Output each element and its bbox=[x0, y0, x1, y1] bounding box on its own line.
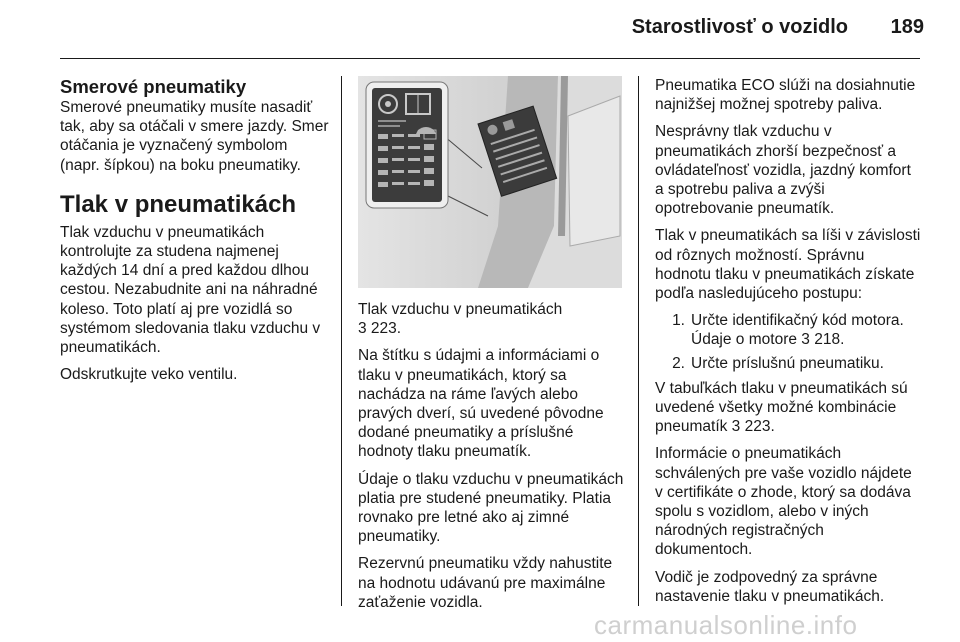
column-left bbox=[60, 76, 330, 392]
paragraph: Na štítku s údajmi a informáciami o tlaku v pneumatikách, ktorý sa nachádza na ráme ľavých alebo pravých dverí, sú uvedené pôvodne dodané pneumatiky a príslušné hodnoty tlaku pneumatík. bbox=[358, 347, 604, 461]
list-item bbox=[655, 354, 923, 373]
numbered-list bbox=[655, 311, 923, 373]
figure-caption bbox=[358, 300, 626, 338]
list-text: Určte identifikačný kód motora. Údaje o motore 3 218. bbox=[691, 312, 904, 349]
paragraph: Tlak vzduchu v pneumatikách kontrolujte za studena najmenej každých 14 dní a pred každou dlhou cestou. Nezabudnite ani na náhradné koleso. Toto platí aj pre vozidlá so systémom sledovania tlaku vzduchu v pneumatikách. bbox=[60, 223, 321, 357]
paragraph: Rezervnú pneumatiku vždy nahustite na hodnotu udávanú pre maximálne zaťaženie vozidla. bbox=[358, 555, 613, 611]
list-text: Určte príslušnú pneumatiku. bbox=[691, 354, 884, 372]
caption-text: Tlak vzduchu v pneumatikách bbox=[358, 301, 563, 318]
column-divider bbox=[341, 76, 342, 606]
paragraph: Tlak v pneumatikách sa líši v závislosti od rôznych možností. Správnu hodnotu tlaku v pneumatikách získate podľa nasledujúceho postupu: bbox=[655, 227, 921, 303]
page-number: 189 bbox=[890, 16, 924, 38]
column-divider bbox=[638, 76, 639, 606]
paragraph: Pneumatika ECO slúži na dosiahnutie najnižšej možnej spotreby paliva. bbox=[655, 77, 916, 114]
column-right bbox=[655, 76, 923, 614]
paragraph: Údaje o tlaku vzduchu v pneumatikách platia pre studené pneumatiky. Platia rovnako pre letné ako aj zimné pneumatiky. bbox=[358, 470, 624, 546]
paragraph: V tabuľkách tlaku v pneumatikách sú uvedené všetky možné kombinácie pneumatík 3 223. bbox=[655, 379, 908, 436]
paragraph: Informácie o pneumatikách schválených pre vaše vozidlo nájdete v certifikáte o zhode, ktorý sa dodáva spolu s vozidlom, alebo v iných národných registračných dokumentoch. bbox=[655, 445, 912, 559]
running-header-title: Starostlivosť o vozidlo bbox=[631, 16, 848, 38]
list-number: 1. bbox=[672, 312, 685, 330]
column-middle bbox=[358, 300, 626, 620]
list-item bbox=[655, 311, 923, 349]
paragraph: Nesprávny tlak vzduchu v pneumatikách zhorší bezpečnosť a ovládateľnosť vozidla, jazdný komfort a spotrebu paliva a zvýši opotrebovanie pneumatík. bbox=[655, 123, 911, 218]
list-number: 2. bbox=[672, 354, 685, 372]
heading-tyre-pressure: Tlak v pneumatikách bbox=[60, 190, 297, 218]
watermark: carmanualsonline.info bbox=[594, 610, 858, 640]
paragraph: Smerové pneumatiky musíte nasadiť tak, aby sa otáčali v smere jazdy. Smer otáčania je vyznačený symbolom (napr. šípkou) na boku pneumatiky. bbox=[60, 99, 329, 174]
paragraph: Odskrutkujte veko ventilu. bbox=[60, 366, 238, 384]
tyre-pressure-label-figure bbox=[358, 76, 622, 288]
header-rule bbox=[60, 58, 920, 59]
paragraph: Vodič je zodpovedný za správne nastavenie tlaku v pneumatikách. bbox=[655, 568, 885, 605]
page-reference: 3 223. bbox=[358, 320, 402, 338]
heading-directional-tyres: Smerové pneumatiky bbox=[60, 76, 247, 97]
